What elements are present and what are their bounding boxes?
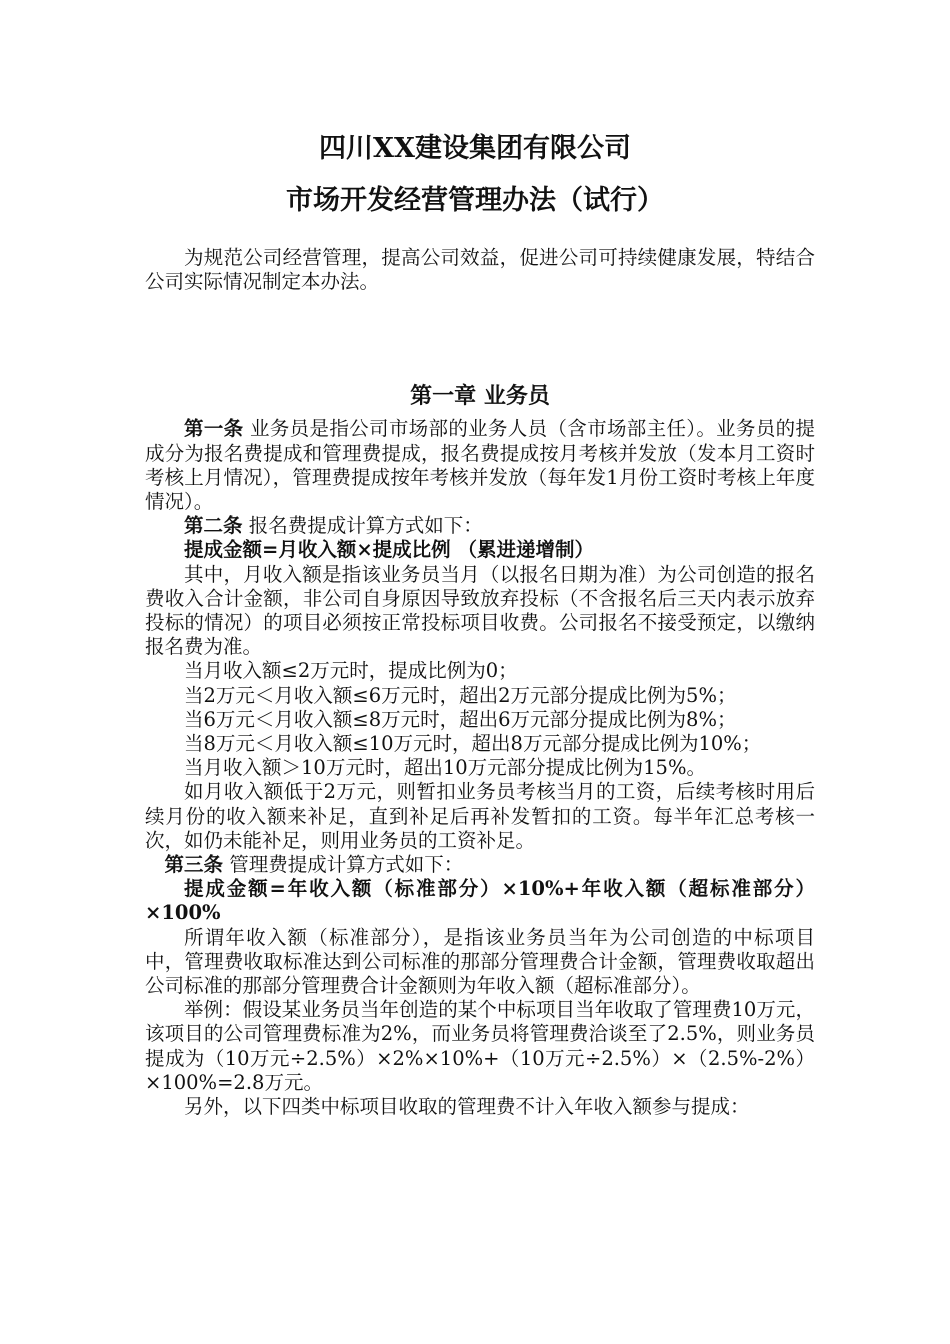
- article-label: 第三条: [164, 853, 224, 877]
- spacer: [145, 294, 815, 382]
- rate-rule: 当月收入额＞10万元时，超出10万元部分提成比例为15%。: [184, 756, 706, 780]
- document-subtitle: 市场开发经营管理办法（试行）: [286, 185, 664, 216]
- article-1: [145, 417, 815, 514]
- intro-paragraph: 为规范公司经营管理，提高公司效益，促进公司可持续健康发展，特结合公司实际情况制定本办法。: [145, 246, 815, 294]
- paragraph: 所谓年收入额（标准部分），是指该业务员当年为公司创造的中标项目中，管理费收取标准达到公司标准的那部分管理费合计金额，管理费收取超出公司标准的那部分管理费合计金额则为年收入额（超标准部分）。: [145, 925, 815, 998]
- paragraph: 其中，月收入额是指该业务员当月（以报名日期为准）为公司创造的报名费收入合计金额，非公司自身原因导致放弃投标（不含报名后三天内表示放弃投标的情况）的项目必须按正常投标项目收费。公司报名不接受预定，以缴纳报名费为准。: [145, 562, 815, 659]
- document-title: 四川XX建设集团有限公司: [319, 133, 631, 164]
- formula-line: 提成金额=月收入额×提成比例 （累进递增制）: [184, 538, 594, 562]
- paragraph: 如月收入额低于2万元，则暂扣业务员考核当月的工资，后续考核时用后续月份的收入额来补足，直到补足后再补发暂扣的工资。每半年汇总考核一次，如仍未能补足，则用业务员的工资补足。: [145, 780, 815, 852]
- document-body: [145, 246, 815, 1119]
- article-3: [145, 853, 815, 877]
- formula-line: 提成金额=年收入额（标准部分）×10%+年收入额（超标准部分）×100%: [145, 877, 815, 925]
- chapter-heading: 第一章 业务员: [410, 383, 550, 410]
- rate-rule: 当8万元＜月收入额≤10万元时，超出8万元部分提成比例为10%；: [184, 732, 762, 756]
- paragraph: 另外，以下四类中标项目收取的管理费不计入年收入额参与提成：: [184, 1095, 750, 1119]
- article-text: 管理费提成计算方式如下：: [223, 853, 464, 877]
- rate-rule: 当2万元＜月收入额≤6万元时，超出2万元部分提成比例为5%；: [184, 683, 737, 707]
- article-text: 业务员是指公司市场部的业务人员（含市场部主任）。业务员的提成分为报名费提成和管理费提成，报名费提成按月考核并发放（发本月工资时考核上月情况），管理费提成按年考核并发放（每年发1月份工资时考核上年度情况）。: [145, 417, 815, 514]
- article-2: [145, 514, 815, 538]
- example-paragraph: 举例：假设某业务员当年创造的某个中标项目当年收取了管理费10万元，该项目的公司管理费标准为2%，而业务员将管理费洽谈至了2.5%，则业务员提成为（10万元÷2.5%）×2%×10%+（10万元÷2.5%）×（2.5%-2%）×100%=2.8万元。: [145, 998, 815, 1094]
- article-label: 第一条: [184, 417, 244, 441]
- article-label: 第二条: [184, 514, 243, 538]
- rate-rule: 当6万元＜月收入额≤8万元时，超出6万元部分提成比例为8%；: [184, 707, 737, 731]
- article-text: 报名费提成计算方式如下：: [242, 514, 483, 538]
- rate-rule: 当月收入额≤2万元时，提成比例为0；: [184, 659, 518, 683]
